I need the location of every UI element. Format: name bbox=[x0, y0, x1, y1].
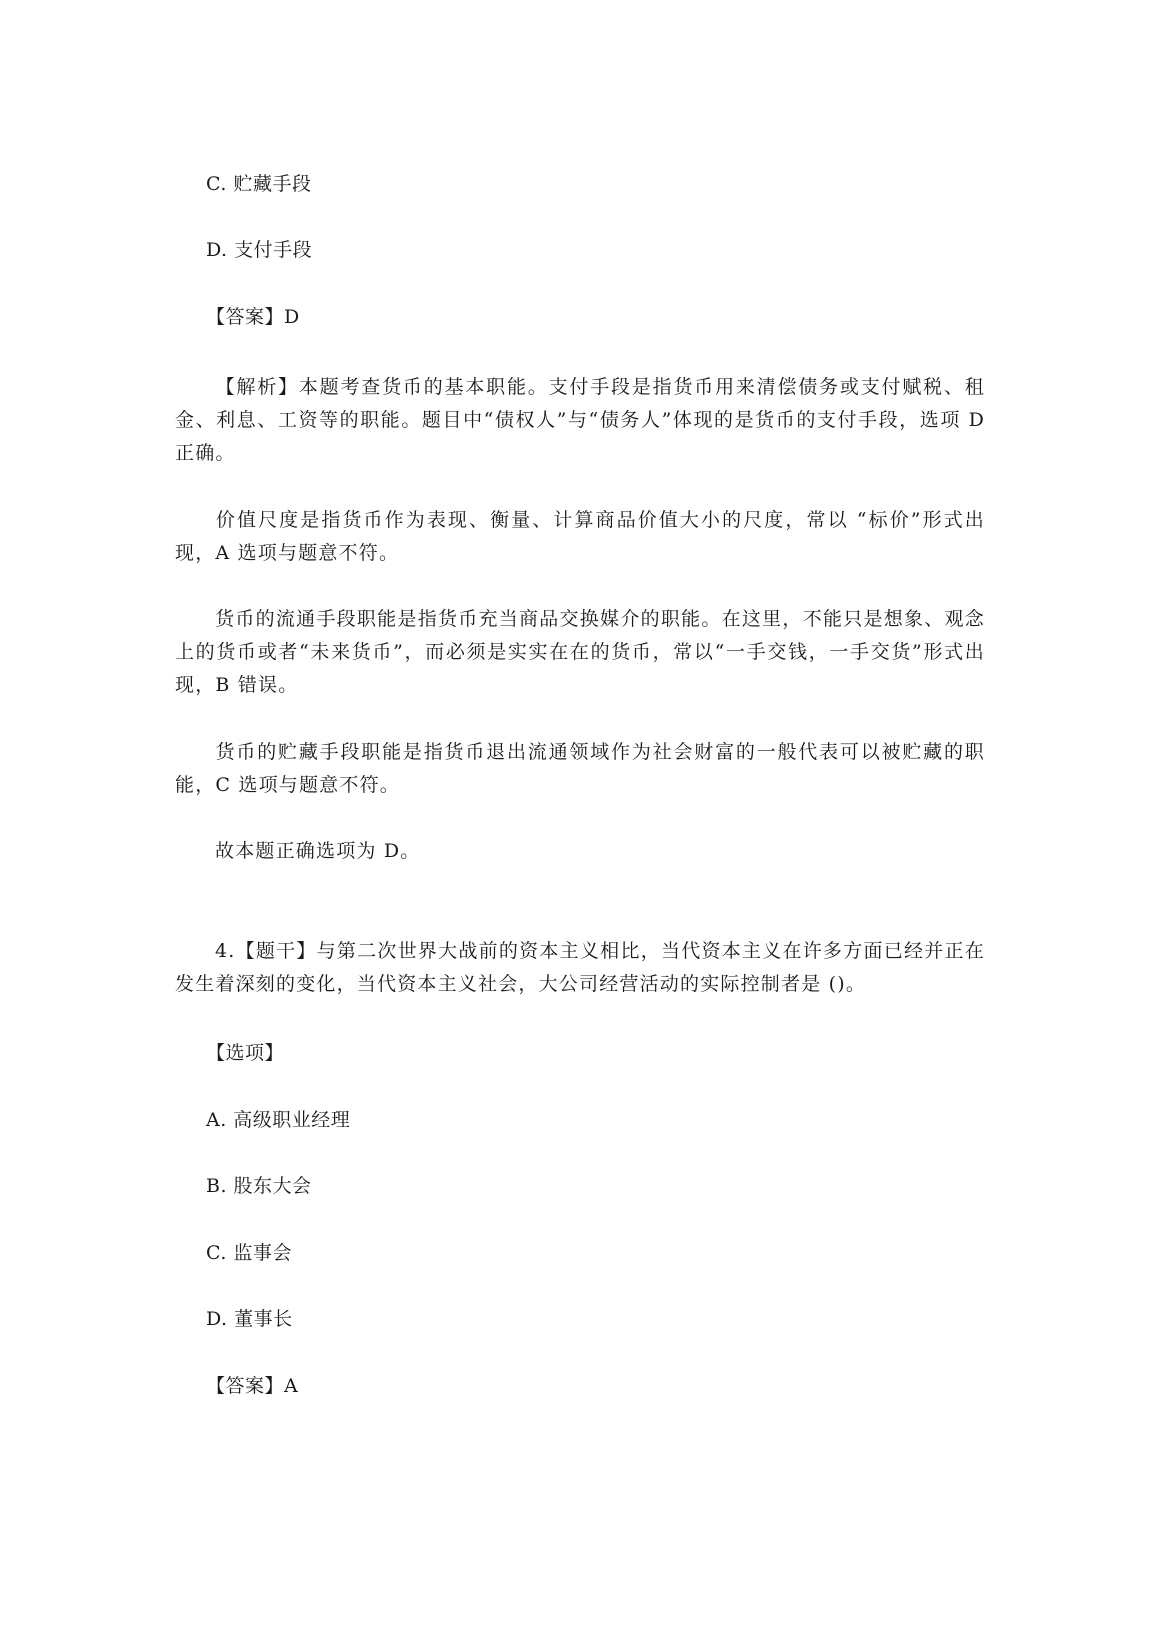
answer-label: 【答案】 bbox=[206, 306, 285, 328]
q4-stem-label: 【题干】 bbox=[235, 940, 317, 962]
q4-answer-label: 【答案】 bbox=[206, 1375, 285, 1397]
q4-option-b: B. 股东大会 bbox=[206, 1175, 312, 1197]
explain-b-paragraph bbox=[175, 603, 985, 702]
q4-answer-value: A bbox=[284, 1375, 299, 1397]
answer-line bbox=[206, 308, 300, 327]
analysis-text: 本题考查货币的基本职能。支付手段是指货币用来清偿债务或支付赋税、租金、利息、工资等的职能。题目中“债权人”与“债务人”体现的是货币的支付手段，选项 D 正确。 bbox=[175, 376, 985, 464]
option-c: C. 贮藏手段 bbox=[206, 173, 312, 195]
q4-options-label: 【选项】 bbox=[206, 1042, 285, 1064]
conclusion-paragraph bbox=[175, 835, 985, 868]
explain-b-text: 货币的流通手段职能是指货币充当商品交换媒介的职能。在这里，不能只是想象、观念上的货币或者“未来货币”，而必须是实实在在的货币，常以“一手交钱，一手交货”形式出现，B 错误。 bbox=[175, 608, 985, 696]
conclusion-text: 故本题正确选项为 D。 bbox=[215, 840, 421, 862]
explain-c-paragraph bbox=[175, 736, 985, 802]
q4-stem-paragraph bbox=[175, 935, 985, 1001]
explain-c-text: 货币的贮藏手段职能是指货币退出流通领域作为社会财富的一般代表可以被贮藏的职能，C 选项与题意不符。 bbox=[175, 741, 985, 796]
explain-a-text: 价值尺度是指货币作为表现、衡量、计算商品价值大小的尺度，常以 “标价”形式出现，A 选项与题意不符。 bbox=[175, 509, 985, 564]
option-d: D. 支付手段 bbox=[206, 239, 313, 261]
explain-a-paragraph bbox=[175, 504, 985, 570]
analysis-paragraph bbox=[175, 371, 985, 470]
answer-value: D bbox=[284, 306, 300, 328]
q4-number: 4. bbox=[215, 940, 236, 962]
q4-option-a: A. 高级职业经理 bbox=[206, 1109, 351, 1131]
q4-option-d: D. 董事长 bbox=[206, 1308, 293, 1330]
q4-answer-line bbox=[206, 1377, 298, 1396]
q4-stem-text: 与第二次世界大战前的资本主义相比，当代资本主义在许多方面已经并正在发生着深刻的变化，当代资本主义社会，大公司经营活动的实际控制者是 ()。 bbox=[175, 940, 985, 995]
q4-option-c: C. 监事会 bbox=[206, 1242, 292, 1264]
analysis-label: 【解析】 bbox=[215, 376, 299, 398]
